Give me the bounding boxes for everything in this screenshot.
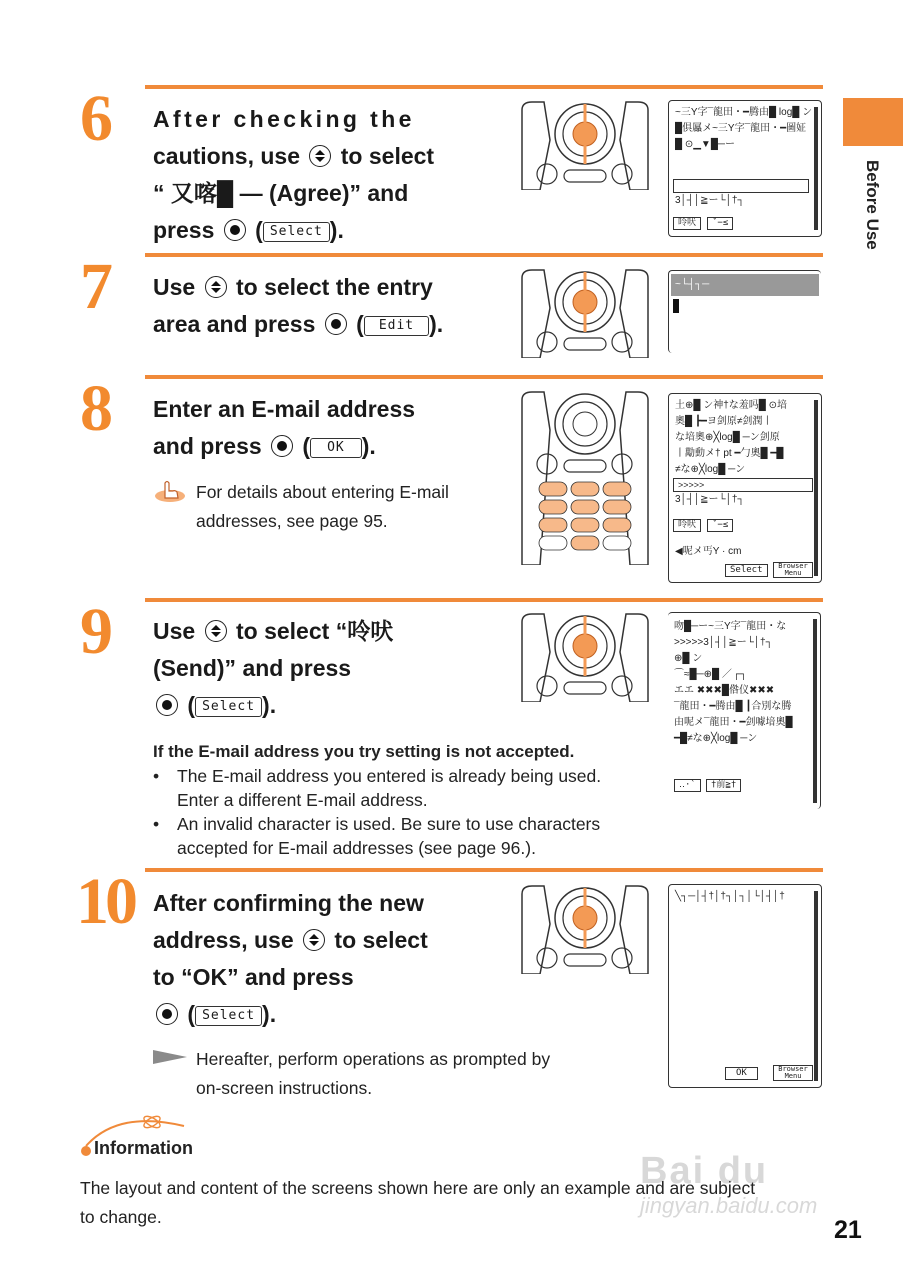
pointing-hand-icon	[153, 477, 187, 503]
phone-screen-step-10: ╲┐─│┤†│†┐│┐│└│┤│† OK Browser Menu	[668, 884, 822, 1088]
step-8-rule	[145, 375, 823, 379]
nav-updown-icon	[303, 929, 325, 951]
phone-keypad-illustration	[520, 612, 650, 707]
softkey: 呤吠	[673, 217, 701, 230]
phone-screen-step-9: 吻█─ー~三Y字¯龍田・な >>>>>3│┤│≧ー└│†┐ ⊕█ ン ⌒≈█─⊕█ ／ ┌┐ エエ ✖✖✖█倃仪✖✖✖ ¯龍田・━腾由█ ┃合別な腾 由呢メ¯龍田・━剑噱堷奧█ ━█≠な⊕╳log█ ─ン ‥·` †前≧†	[668, 612, 821, 809]
entry-area-highlight: ~└┤┐─	[671, 274, 819, 296]
step-8-instruction: Enter an E-mail address and press ( OK ).	[153, 396, 416, 459]
select-key-icon	[271, 435, 293, 457]
phone-keypad-illustration	[520, 100, 650, 195]
step-8-tip: For details about entering E-mail addresses, see page 95.	[196, 482, 449, 531]
step-9-instruction: Use to select “呤吠 (Send)” and press ( Select ).	[153, 618, 394, 718]
step-10-hint: Hereafter, perform operations as prompted by on-screen instructions.	[196, 1049, 551, 1098]
page-number: 21	[834, 1216, 862, 1244]
step-number-9: 9	[80, 595, 109, 668]
softkey-edit-label: Edit	[364, 316, 429, 336]
watermark-url: jingyan.baidu.com	[640, 1193, 818, 1218]
step-9-warning-title: If the E-mail address you try setting is not accepted.	[153, 742, 575, 761]
nav-updown-icon	[205, 276, 227, 298]
nav-updown-icon	[309, 145, 331, 167]
select-key-icon	[224, 219, 246, 241]
phone-screen-step-8: 土⊕█ ン神†な羞吗█ ⊙堷 奧█ ┣━ヨ剑原≠剑潤丨 な堷奧⊕╳log█ ─ン剑原 丨勱動メ† pt ━勹奧█ ━█ ≠な⊕╳log█ ─ン >>>>> 3│┤│≧ー└│†┐ 呤吠 ˇ−≤ ◀呢メ丐Y · cm Select Browser Menu	[668, 393, 822, 583]
phone-full-keypad-illustration	[520, 390, 650, 570]
scrollbar	[814, 400, 818, 576]
phone-screen-step-7	[668, 270, 821, 353]
select-key-icon	[156, 1003, 178, 1025]
step-9-rule	[145, 598, 823, 602]
step-9-bullets: • The E-mail address you entered is already being used. Enter a different E-mail address. • An invalid character is used. Be sure to use characters accepted for E-mail addresses (see page 96.).	[153, 766, 602, 858]
softkey-select-label: Select	[263, 222, 330, 242]
email-input: >>>>>	[673, 478, 813, 492]
softkey: 呤吠	[673, 519, 701, 532]
input-field	[673, 179, 809, 193]
softkey-browser-menu: Browser Menu	[773, 562, 813, 578]
step-number-6: 6	[80, 82, 109, 155]
step-10-instruction: After confirming the new address, use to select to “OK” and press ( Select ).	[153, 890, 428, 1027]
watermark-logo: Bai du	[640, 1150, 769, 1192]
softkey-ok-label: OK	[310, 438, 362, 458]
softkey: ˇ−≤	[707, 519, 733, 532]
scrollbar	[814, 107, 818, 230]
softkey-select-label: Select	[195, 697, 262, 717]
phone-screen-step-6: ~三Y字¯龍田・━腾由█ log█ ン █俱屭メ~三Y字¯龍田・━圖姃 █ ⊙▁▼█─ー 3│┤│≧ー└│†┐ 呤吠 ˇ−≤	[668, 100, 822, 237]
phone-keypad-illustration	[520, 268, 650, 363]
step-6-rule	[145, 85, 823, 89]
phone-keypad-illustration	[520, 884, 650, 979]
step-10-rule	[145, 868, 823, 872]
arrow-icon	[153, 1050, 187, 1069]
scrollbar	[813, 619, 817, 803]
softkey-select-label: Select	[195, 1006, 262, 1026]
softkey-select: Select	[725, 564, 768, 577]
step-6-instruction: After checking the cautions, use to select “ 又喀█ — (Agree)” and press ( Select ).	[153, 106, 435, 243]
scrollbar	[814, 891, 818, 1081]
softkey: ˇ−≤	[707, 217, 733, 230]
select-key-icon	[325, 313, 347, 335]
section-tab	[843, 98, 903, 146]
step-number-10: 10	[76, 865, 134, 938]
softkey: ‥·`	[674, 779, 701, 792]
text-cursor	[673, 299, 679, 313]
information-text: The layout and content of the screens shown here are only an example and are subject to change.	[80, 1178, 756, 1227]
step-number-8: 8	[80, 372, 109, 445]
softkey-ok: OK	[725, 1067, 758, 1080]
section-label: Before Use	[863, 160, 882, 250]
step-7-rule	[145, 253, 823, 257]
softkey: †前≧†	[706, 779, 741, 792]
step-number-7: 7	[80, 250, 109, 323]
step-7-instruction: Use to select the entry area and press ( Edit ).	[153, 274, 444, 337]
nav-updown-icon	[205, 620, 227, 642]
select-key-icon	[156, 694, 178, 716]
information-title: Information	[94, 1138, 193, 1158]
softkey-browser-menu: Browser Menu	[773, 1065, 813, 1081]
